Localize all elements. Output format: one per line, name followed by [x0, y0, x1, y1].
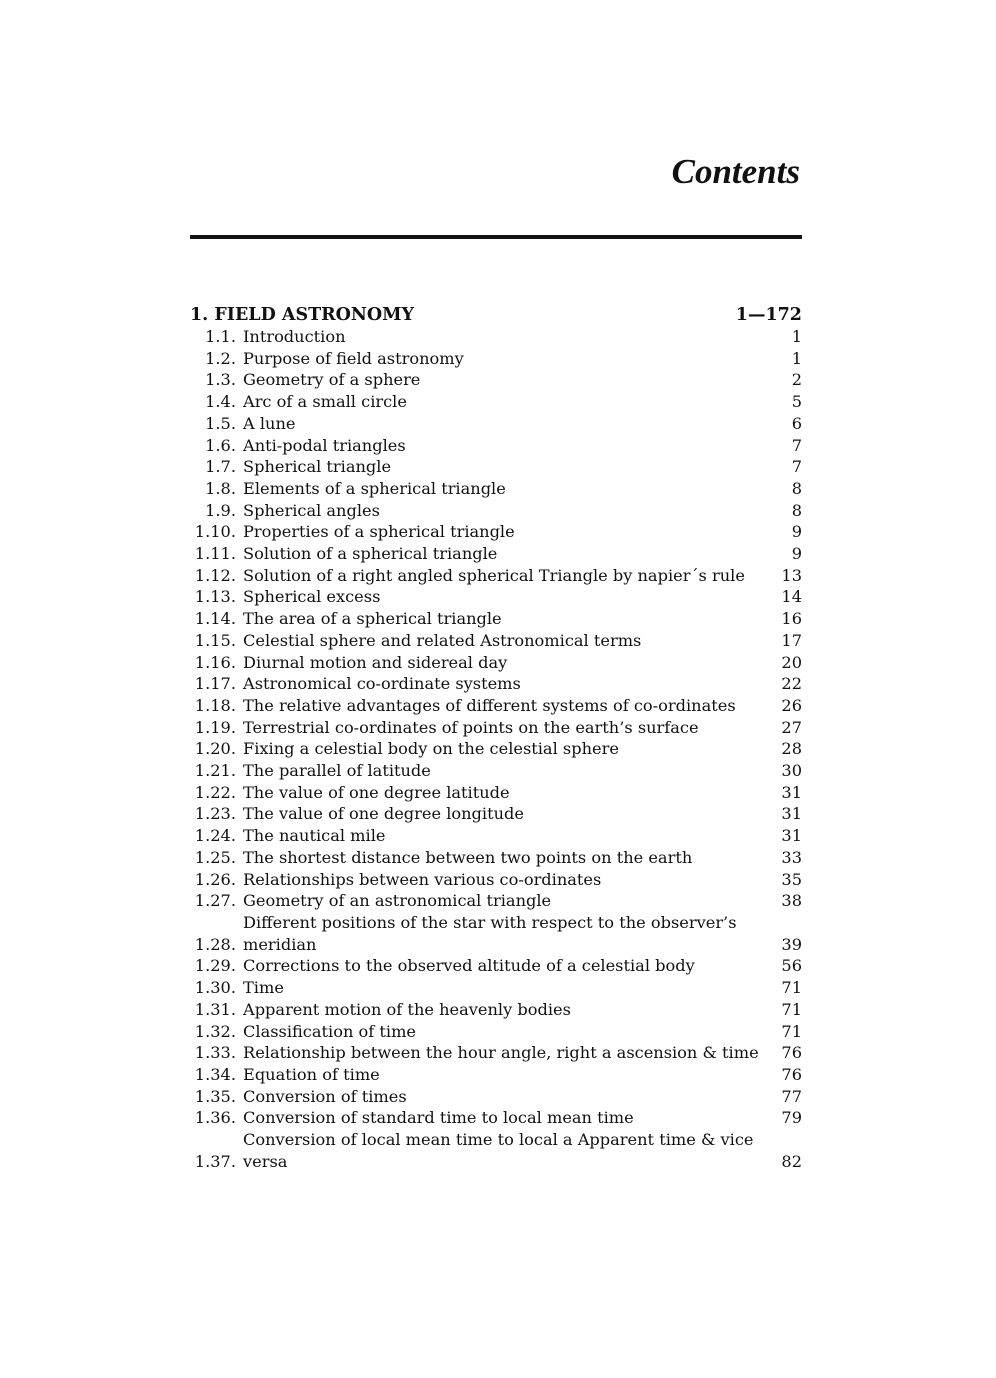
toc-entry — [190, 326, 802, 348]
toc-entry-number: 1.30. — [194, 978, 236, 998]
toc-entry-title: The area of a spherical triangle — [243, 609, 502, 629]
toc-entry-number: 1.32. — [194, 1021, 236, 1041]
toc-entry — [190, 673, 802, 695]
toc-entry-page: 5 — [791, 392, 802, 412]
toc-entry — [190, 890, 802, 912]
toc-entry-page: 22 — [781, 674, 802, 694]
toc-entry-number: 1.12. — [194, 565, 236, 585]
toc-entry-number: 1.8. — [205, 478, 236, 498]
toc-entry — [190, 521, 802, 543]
chapter-title: 1. FIELD ASTRONOMY — [190, 305, 415, 325]
toc-entry — [190, 717, 802, 739]
toc-entry-title: Geometry of a sphere — [243, 370, 421, 390]
page-title: Contents — [671, 152, 800, 191]
toc-entry — [190, 955, 802, 977]
toc-entry-title: Geometry of an astronomical triangle — [243, 891, 552, 911]
toc-entry-title: Conversion of standard time to local mean time — [243, 1108, 634, 1128]
toc-entry-page: 9 — [791, 544, 802, 564]
toc-entry-title: Spherical angles — [243, 500, 380, 520]
toc-entry-page: 38 — [781, 891, 802, 911]
toc-entry-page: 56 — [781, 956, 802, 976]
toc-entry-title: Classification of time — [243, 1021, 417, 1041]
toc-entry-page: 9 — [791, 522, 802, 542]
toc-entry-title: Diurnal motion and sidereal day — [243, 652, 508, 672]
toc-entry-title: Properties of a spherical triangle — [243, 522, 515, 542]
toc-entry-title: Relationships between various co-ordinates — [243, 869, 602, 889]
toc-entry-title: A lune — [243, 413, 296, 433]
toc-entry-page: 76 — [781, 1043, 802, 1063]
toc-entry-title: The shortest distance between two points on the earth — [243, 847, 693, 867]
toc-entry-number: 1.28. — [194, 934, 236, 954]
toc-entry-title: Astronomical co-ordinate systems — [243, 674, 521, 694]
toc-entry-page: 20 — [781, 652, 802, 672]
toc-entry-title: Corrections to the observed altitude of a celestial body — [243, 956, 695, 976]
toc-entry-number: 1.18. — [194, 695, 236, 715]
toc-entry — [190, 1021, 802, 1043]
toc-entry — [190, 369, 802, 391]
toc-entry-number: 1.34. — [194, 1064, 236, 1084]
toc-entry-number: 1.22. — [194, 782, 236, 802]
toc-entry-title: Arc of a small circle — [243, 392, 407, 412]
toc-entry-number: 1.3. — [205, 370, 236, 390]
toc-entry-number: 1.24. — [194, 826, 236, 846]
toc-entry-title: The value of one degree longitude — [243, 804, 524, 824]
toc-entry-number: 1.2. — [205, 348, 236, 368]
toc-entry-number: 1.19. — [194, 717, 236, 737]
toc-entry-number: 1.1. — [205, 327, 236, 346]
toc-entry-number: 1.37. — [194, 1151, 236, 1171]
chapter-page-range: 1—172 — [735, 305, 802, 325]
toc-entry-title: Equation of time — [243, 1064, 380, 1084]
toc-entry-number: 1.17. — [194, 674, 236, 694]
toc-entry-page: 31 — [781, 826, 802, 846]
toc-entry-page: 71 — [781, 999, 802, 1019]
toc-entry-number: 1.9. — [205, 500, 236, 520]
toc-entry-title: The value of one degree latitude — [243, 782, 510, 802]
toc-entry — [190, 500, 802, 522]
toc-entry-title: The relative advantages of different systems of co-ordinates — [243, 695, 736, 715]
toc-entry-page: 76 — [781, 1064, 802, 1084]
toc-entry-page: 82 — [781, 1151, 802, 1171]
toc-entry — [190, 803, 802, 825]
toc-entry — [190, 782, 802, 804]
toc-entry-number: 1.11. — [194, 544, 236, 564]
toc-entry-page: 1 — [791, 348, 802, 368]
toc-entry-title: Purpose of field astronomy — [243, 348, 464, 368]
title-rule — [190, 235, 802, 239]
toc-entry-title: Introduction — [243, 327, 346, 346]
toc-entry — [190, 869, 802, 891]
toc-entry-page: 13 — [781, 565, 802, 585]
toc-entry-page: 26 — [781, 695, 802, 715]
chapter-heading — [190, 304, 802, 326]
toc-entry-number: 1.4. — [205, 392, 236, 412]
toc-entry-page: 79 — [781, 1108, 802, 1128]
toc-entry — [190, 999, 802, 1021]
toc-entry-page: 39 — [781, 934, 802, 954]
toc-entry-page: 71 — [781, 1021, 802, 1041]
toc-entry-number: 1.13. — [194, 587, 236, 607]
toc-entry-title: Elements of a spherical triangle — [243, 478, 506, 498]
toc-entry-number: 1.35. — [194, 1086, 236, 1106]
toc-entry-page: 27 — [781, 717, 802, 737]
toc-entry-page: 8 — [791, 500, 802, 520]
toc-entry-page: 35 — [781, 869, 802, 889]
toc-entry-title: Solution of a spherical triangle — [243, 544, 498, 564]
toc-entry-title: Celestial sphere and related Astronomical terms — [243, 630, 642, 650]
toc-entry — [190, 1129, 802, 1172]
toc-entry-page: 7 — [791, 457, 802, 477]
toc-entry-number: 1.26. — [194, 869, 236, 889]
toc-entry-title: Fixing a celestial body on the celestial sphere — [243, 739, 619, 759]
toc-entry — [190, 695, 802, 717]
toc-entry-number: 1.27. — [194, 891, 236, 911]
toc-entry-number: 1.14. — [194, 609, 236, 629]
toc-entry — [190, 1042, 802, 1064]
toc-entry-page: 1 — [791, 327, 802, 346]
toc-entry — [190, 977, 802, 999]
toc-entry-title: Terrestrial co-ordinates of points on the earth’s surface — [243, 717, 699, 737]
toc-entry — [190, 543, 802, 565]
toc-entry-title: Relationship between the hour angle, right a ascension & time — [243, 1043, 759, 1063]
toc-entry — [190, 456, 802, 478]
toc-entry-page: 14 — [781, 587, 802, 607]
toc-entry-page: 2 — [791, 370, 802, 390]
toc-entry-number: 1.5. — [205, 413, 236, 433]
toc-entry-title: Anti-podal triangles — [243, 435, 406, 455]
toc-entry — [190, 391, 802, 413]
toc-entry-number: 1.25. — [194, 847, 236, 867]
toc-entry — [190, 478, 802, 500]
toc-entry-number: 1.29. — [194, 956, 236, 976]
toc-entry-title: Conversion of local mean time to local a Apparent time & vice versa — [243, 1130, 754, 1171]
toc-entry-page: 17 — [781, 630, 802, 650]
toc-entry — [190, 586, 802, 608]
toc-entry-number: 1.10. — [194, 522, 236, 542]
toc-entry-number: 1.21. — [194, 761, 236, 781]
toc-entry-number: 1.23. — [194, 804, 236, 824]
toc-entry — [190, 912, 802, 955]
toc-entry-page: 30 — [781, 761, 802, 781]
toc-entry — [190, 847, 802, 869]
table-of-contents — [190, 304, 802, 1172]
toc-entry-page: 28 — [781, 739, 802, 759]
toc-entry-page: 77 — [781, 1086, 802, 1106]
toc-entry-number: 1.15. — [194, 630, 236, 650]
toc-entry — [190, 1064, 802, 1086]
toc-entry — [190, 652, 802, 674]
toc-entry-page: 71 — [781, 978, 802, 998]
toc-entry — [190, 1086, 802, 1108]
toc-entry — [190, 825, 802, 847]
toc-entry-number: 1.36. — [194, 1108, 236, 1128]
toc-entry — [190, 413, 802, 435]
toc-entry — [190, 1107, 802, 1129]
toc-entry-title: Time — [243, 978, 284, 998]
toc-entry-number: 1.16. — [194, 652, 236, 672]
toc-entry-title: Spherical excess — [243, 587, 381, 607]
toc-entry-number: 1.31. — [194, 999, 236, 1019]
toc-entry-number: 1.7. — [205, 457, 236, 477]
toc-entry-number: 1.33. — [194, 1043, 236, 1063]
toc-entry-page: 31 — [781, 782, 802, 802]
toc-entry — [190, 760, 802, 782]
toc-entry-page: 8 — [791, 478, 802, 498]
toc-entry-page: 7 — [791, 435, 802, 455]
toc-entry-title: Spherical triangle — [243, 457, 392, 477]
toc-entry-list — [190, 326, 802, 1172]
toc-entry-number: 1.20. — [194, 739, 236, 759]
toc-entry-title: Solution of a right angled spherical Triangle by napier´s rule — [243, 565, 745, 585]
toc-entry-title: Apparent motion of the heavenly bodies — [243, 999, 571, 1019]
toc-entry — [190, 738, 802, 760]
toc-entry — [190, 608, 802, 630]
toc-entry-title: Different positions of the star with respect to the observer’s meridian — [243, 912, 737, 954]
toc-entry-page: 33 — [781, 847, 802, 867]
toc-entry-title: Conversion of times — [243, 1086, 407, 1106]
toc-entry-page: 31 — [781, 804, 802, 824]
toc-entry — [190, 565, 802, 587]
toc-entry-title: The parallel of latitude — [243, 761, 431, 781]
toc-entry — [190, 630, 802, 652]
toc-entry — [190, 348, 802, 370]
toc-entry-title: The nautical mile — [243, 826, 386, 846]
toc-entry-page: 6 — [791, 413, 802, 433]
toc-entry-number: 1.6. — [205, 435, 236, 455]
toc-entry — [190, 435, 802, 457]
toc-entry-page: 16 — [781, 609, 802, 629]
